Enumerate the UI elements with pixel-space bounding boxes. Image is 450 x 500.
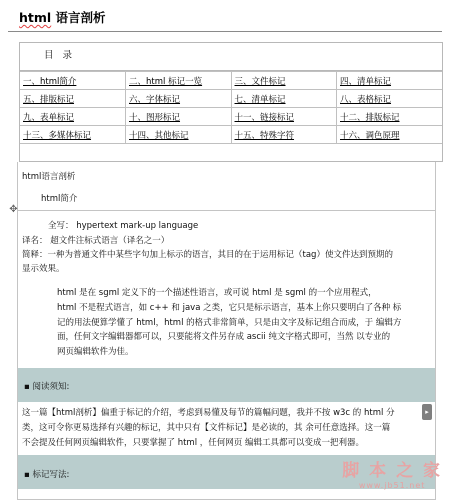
- full-name-line: 全写： hypertext mark-up language: [48, 221, 199, 231]
- toc-link[interactable]: 五、排版标记: [23, 94, 75, 105]
- toc-cell: [126, 126, 232, 144]
- scroll-right-arrow-icon[interactable]: ▸: [422, 404, 432, 420]
- translation-line: 译名： 超文件注标式语言（译名之一）: [22, 236, 170, 246]
- syntax-label: ▪ 标记写法:: [24, 470, 70, 480]
- intro-line: 网页编辑软件为佳。: [57, 347, 134, 358]
- explanation-line: 显示效果。: [22, 264, 65, 274]
- toc-link[interactable]: 三、文件标记: [234, 76, 286, 87]
- subsection-title: html简介: [41, 194, 78, 204]
- toc-cell: [337, 108, 443, 126]
- notice-line: 这一篇【html剖析】偏重于标记的介绍，考虑到易懂及每节的篇幅问题，我并不按 w3c 的 html 分: [22, 408, 395, 418]
- section-title: html语言剖析: [22, 172, 76, 182]
- toc-heading: 目 录: [20, 43, 442, 71]
- toc-link[interactable]: 八、表格标记: [340, 94, 392, 105]
- watermark: [342, 456, 442, 490]
- watermark-logo-text: 脚 本 之 家: [342, 461, 442, 481]
- toc-link[interactable]: 十一、链接标记: [234, 112, 295, 123]
- toc-link[interactable]: 一、html简介: [23, 76, 77, 87]
- toc-cell: [231, 108, 337, 126]
- toc-link[interactable]: 十五、特殊字符: [234, 130, 295, 141]
- toc-cell: [20, 108, 126, 126]
- toc-link[interactable]: 六、字体标记: [129, 94, 181, 105]
- notice-line: 不会提及任何网页编辑软件，只要掌握了 html ，任何网页 编辑工具都可以变成一把利器。: [22, 437, 364, 448]
- toc-row: [20, 72, 442, 90]
- toc-cell: [231, 72, 337, 90]
- toc-cell: [231, 126, 337, 144]
- toc-cell: [337, 126, 443, 144]
- intro-paragraph: [22, 286, 432, 360]
- toc-cell: [20, 72, 126, 90]
- intro-line: 面，任何文字编辑器都可以，只要能将文件另存成 ascii 纯文字格式即可，当然 以专业的: [57, 332, 391, 343]
- notice-header-band: [18, 368, 435, 402]
- toc-cell: [126, 108, 232, 126]
- syntax-label-text: 标记写法:: [32, 470, 70, 480]
- intro-line: html 不是程式语言，如 c++ 和 java 之类，它只是标示语言，基本上你只要明白了各种 标: [57, 302, 402, 313]
- explanation-line: 简释：一种为普通文件中某些字句加上标示的语言，其目的在于运用标记（tag）使文件达到预期的: [22, 250, 393, 260]
- toc-cell: [337, 90, 443, 108]
- watermark-url: www.jb51.net: [358, 481, 426, 490]
- intro-line: html 是在 sgml 定义下的一个描述性语言，或可说 html 是 sgml 的一个应用程式，: [57, 288, 377, 298]
- toc-cell: [20, 126, 126, 144]
- table-move-handle-icon[interactable]: ✥: [9, 204, 18, 215]
- document-body: [9, 162, 436, 500]
- toc-row: [20, 126, 442, 144]
- document-title-keyword: html: [19, 10, 52, 25]
- notice-label-text: 阅读须知:: [32, 382, 70, 392]
- toc-row: [20, 90, 442, 108]
- document-title-rest: 语言剖析: [51, 10, 106, 25]
- title-divider: [8, 31, 442, 32]
- document-title: [19, 8, 106, 26]
- toc-cell: [231, 90, 337, 108]
- toc-cell: [126, 90, 232, 108]
- notice-paragraph: [22, 406, 432, 450]
- notice-line: 类，这可令你更易选择有兴趣的标记，其中只有【文件标记】是必读的，其 余可任意选择。这一篇: [22, 422, 391, 433]
- section-divider: [18, 210, 435, 211]
- toc-link[interactable]: 十四、其他标记: [129, 130, 189, 141]
- intro-line: 记的用法便算学懂了 html，html 的格式非常简单，只是由文字及标记组合而成，于 编辑方: [57, 317, 402, 328]
- toc-cell: [20, 90, 126, 108]
- notice-label: ▪ 阅读须知:: [24, 382, 70, 392]
- toc-link[interactable]: 二、html 标记一览: [129, 76, 203, 87]
- toc-cell: [126, 72, 232, 90]
- toc-row: [20, 108, 442, 126]
- toc-link[interactable]: 十三、多媒体标记: [23, 130, 92, 141]
- toc-link[interactable]: 七、清单标记: [234, 94, 286, 105]
- toc-link[interactable]: 九、表单标记: [23, 112, 75, 123]
- toc-link[interactable]: 十六、调色原理: [340, 130, 400, 141]
- toc-link[interactable]: 四、清单标记: [340, 76, 392, 87]
- toc-cell: [337, 72, 443, 90]
- toc-table: [20, 71, 442, 144]
- toc-link[interactable]: 十、图形标记: [129, 112, 181, 123]
- table-of-contents: [19, 42, 443, 162]
- toc-link[interactable]: 十二、排版标记: [340, 112, 400, 123]
